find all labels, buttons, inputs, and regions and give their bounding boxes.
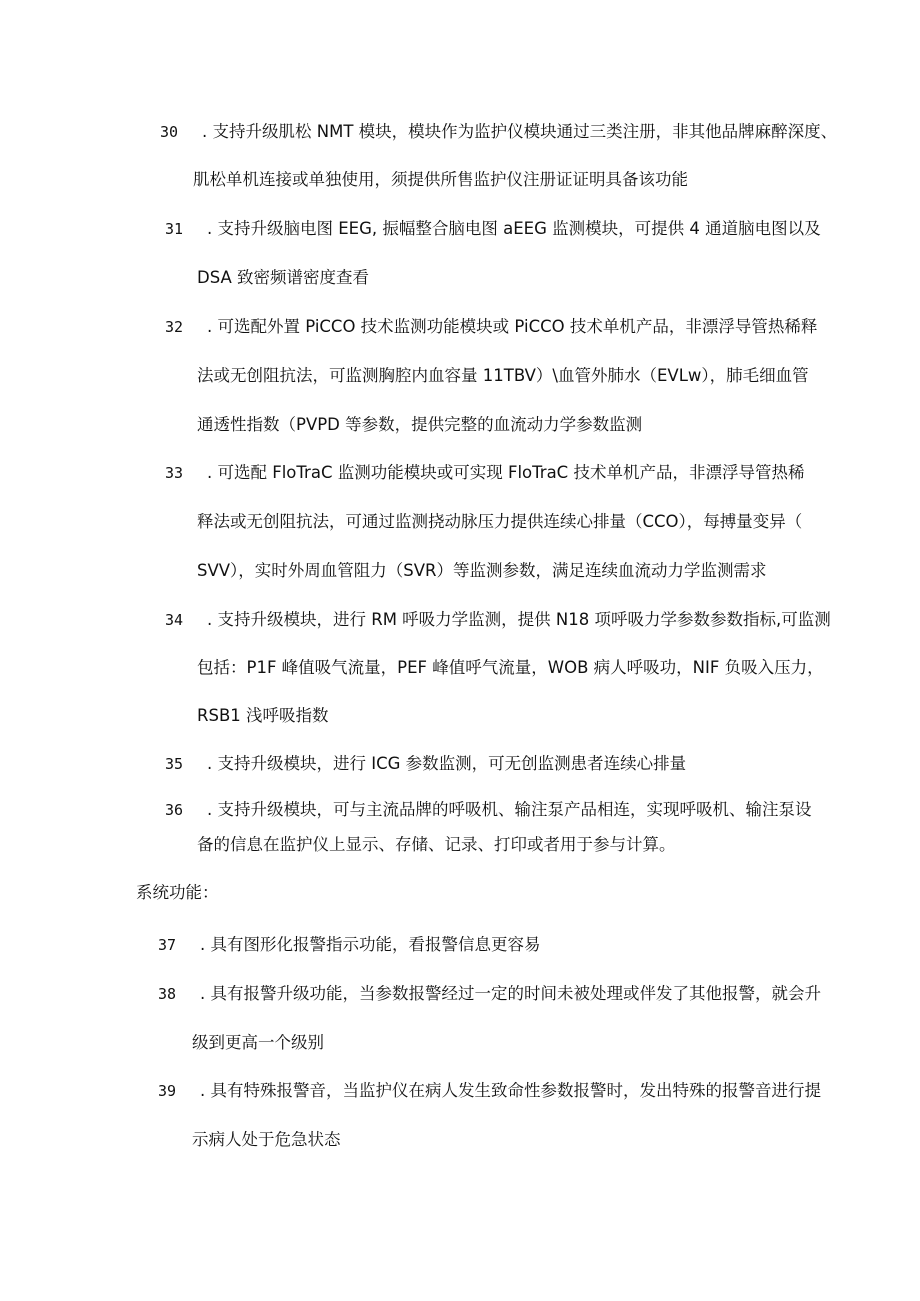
item-33-line-1: 33 . 可选配 FloTraC 监测功能模块或可实现 FloTraC 技术单机产品，非漂浮导管热稀 xyxy=(165,463,805,482)
item-38-line-1: 38 . 具有报警升级功能，当参数报警经过一定的时间未被处理或伴发了其他报警，就会升 xyxy=(158,984,821,1003)
item-32-line-2: 法或无创阻抗法，可监测胸腔内血容量 11TBV）\血管外肺水（EVLw），肺毛细血管 xyxy=(197,366,809,385)
item-30-line-2: 肌松单机连接或单独使用，须提供所售监护仪注册证证明具备该功能 xyxy=(193,170,688,189)
item-32-line-1: 32 . 可选配外置 PiCCO 技术监测功能模块或 PiCCO 技术单机产品，非漂浮导管热稀释 xyxy=(165,317,818,336)
item-33-line-3: SVV），实时外周血管阻力（SVR）等监测参数，满足连续血流动力学监测需求 xyxy=(197,561,767,580)
item-37-line-1: 37 . 具有图形化报警指示功能，看报警信息更容易 xyxy=(158,935,541,954)
item-34-line-1: 34 . 支持升级模块，进行 RM 呼吸力学监测，提供 N18 项呼吸力学参数参数指标,可监测 xyxy=(165,610,831,629)
item-36-line-1: 36 . 支持升级模块，可与主流品牌的呼吸机、输注泵产品相连，实现呼吸机、输注泵设 xyxy=(165,800,812,819)
item-31-line-1: 31 . 支持升级脑电图 EEG, 振幅整合脑电图 aEEG 监测模块，可提供 4 通道脑电图以及 xyxy=(165,219,821,238)
item-32-line-3: 通透性指数（PVPD 等参数，提供完整的血流动力学参数监测 xyxy=(197,415,643,434)
item-31-line-2: DSA 致密频谱密度查看 xyxy=(197,268,370,287)
item-36-line-2: 备的信息在监护仪上显示、存储、记录、打印或者用于参与计算。 xyxy=(197,835,676,854)
item-34-line-2: 包括：P1F 峰值吸气流量，PEF 峰值呼气流量，WOB 病人呼吸功，NIF 负吸入压力， xyxy=(197,658,824,677)
item-35-line-1: 35 . 支持升级模块，进行 ICG 参数监测，可无创监测患者连续心排量 xyxy=(165,754,687,773)
item-34-line-3: RSB1 浅呼吸指数 xyxy=(197,706,329,725)
section-title: 系统功能： xyxy=(136,883,219,902)
item-30-line-1: 30 . 支持升级肌松 NMT 模块，模块作为监护仪模块通过三类注册，非其他品牌麻醉深度、 xyxy=(160,122,838,141)
item-38-line-2: 级到更高一个级别 xyxy=(192,1033,324,1052)
item-39-line-2: 示病人处于危急状态 xyxy=(192,1130,341,1149)
item-39-line-1: 39 . 具有特殊报警音，当监护仪在病人发生致命性参数报警时，发出特殊的报警音进行提 xyxy=(158,1081,821,1100)
item-33-line-2: 释法或无创阻抗法，可通过监测挠动脉压力提供连续心排量（CCO），每搏量变异（ xyxy=(197,512,803,531)
